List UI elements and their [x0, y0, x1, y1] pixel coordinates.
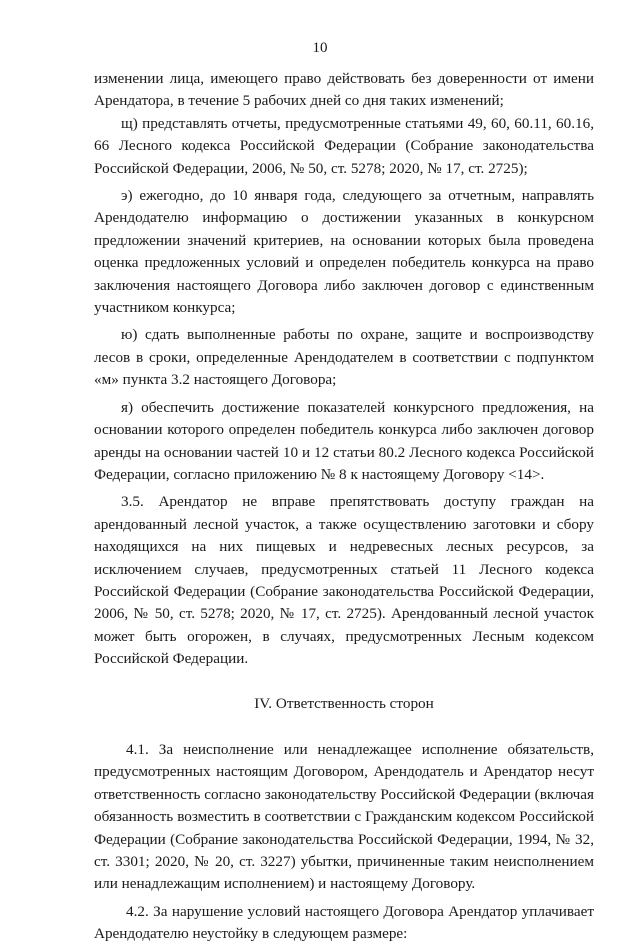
paragraph-item-e: э) ежегодно, до 10 января года, следующего за отчетным, направлять Арендодателю информацию о достижении указанных в конкурсном предложении значений критериев, на основании которых была проведена оценка предложенных условий и определен победитель конкурса на право заключения настоящего Договора либо заключен договор с единственным участником конкурса;	[94, 187, 594, 317]
paragraph-item-yu: ю) сдать выполненные работы по охране, защите и воспроизводству лесов в сроки, определенные Арендодателем в соответствии с подпунктом «м» пункта 3.2 настоящего Договора;	[94, 326, 594, 389]
section-heading: IV. Ответственность сторон	[254, 694, 434, 712]
paragraph-clause-3-5: 3.5. Арендатор не вправе препятствовать доступу граждан на арендованный лесной участок, а также осуществлению заготовки и сбору находящихся на них пищевых и недревесных лесных ресурсов, за исключением случаев, предусмотренных статьей 11 Лесного кодекса Российской Федерации (Собрание законодательства Российской Федерации, 2006, № 50, ст. 5278; 2020, № 17, ст. 2725). Арендованный лесной участок может быть огорожен, в случаях, предусмотренных Лесным кодексом Российской Федерации.	[94, 493, 594, 668]
document-body	[94, 68, 594, 946]
paragraph-item-shch: щ) представлять отчеты, предусмотренные статьями 49, 60, 60.11, 60.16, 66 Лесного кодекса Российской Федерации (Собрание законодательства Российской Федерации, 2006, № 50, ст. 5278; 2020, № 17, ст. 2725);	[94, 114, 594, 177]
paragraph-continuation: изменении лица, имеющего право действовать без доверенности от имени Арендатора, в течение 5 рабочих дней со дня таких изменений;	[94, 70, 594, 110]
paragraph-clause-4-2: 4.2. За нарушение условий настоящего Договора Арендатор уплачивает Арендодателю неустойку в следующем размере:	[94, 902, 594, 943]
page-number: 10	[312, 40, 328, 56]
paragraph-clause-4-1: 4.1. За неисполнение или ненадлежащее исполнение обязательств, предусмотренных настоящим Договором, Арендодатель и Арендатор несут ответственность согласно законодательству Российской Федерации (включая обязанность возместить в соответствии с Гражданским кодексом Российской Федерации (Собрание законодательства Российской Федерации, 1994, № 32, ст. 3301; 2020, № 20, ст. 3227) убытки, причиненные таким неисполнением или ненадлежащим исполнением) и настоящему Договору.	[94, 740, 594, 893]
paragraph-item-ya: я) обеспечить достижение показателей конкурсного предложения, на основании которого определен победитель конкурса либо заключен договор аренды на основании частей 10 и 12 статьи 80.2 Лесного кодекса Российской Федерации, согласно приложению № 8 к настоящему Договору <14>.	[94, 398, 594, 483]
